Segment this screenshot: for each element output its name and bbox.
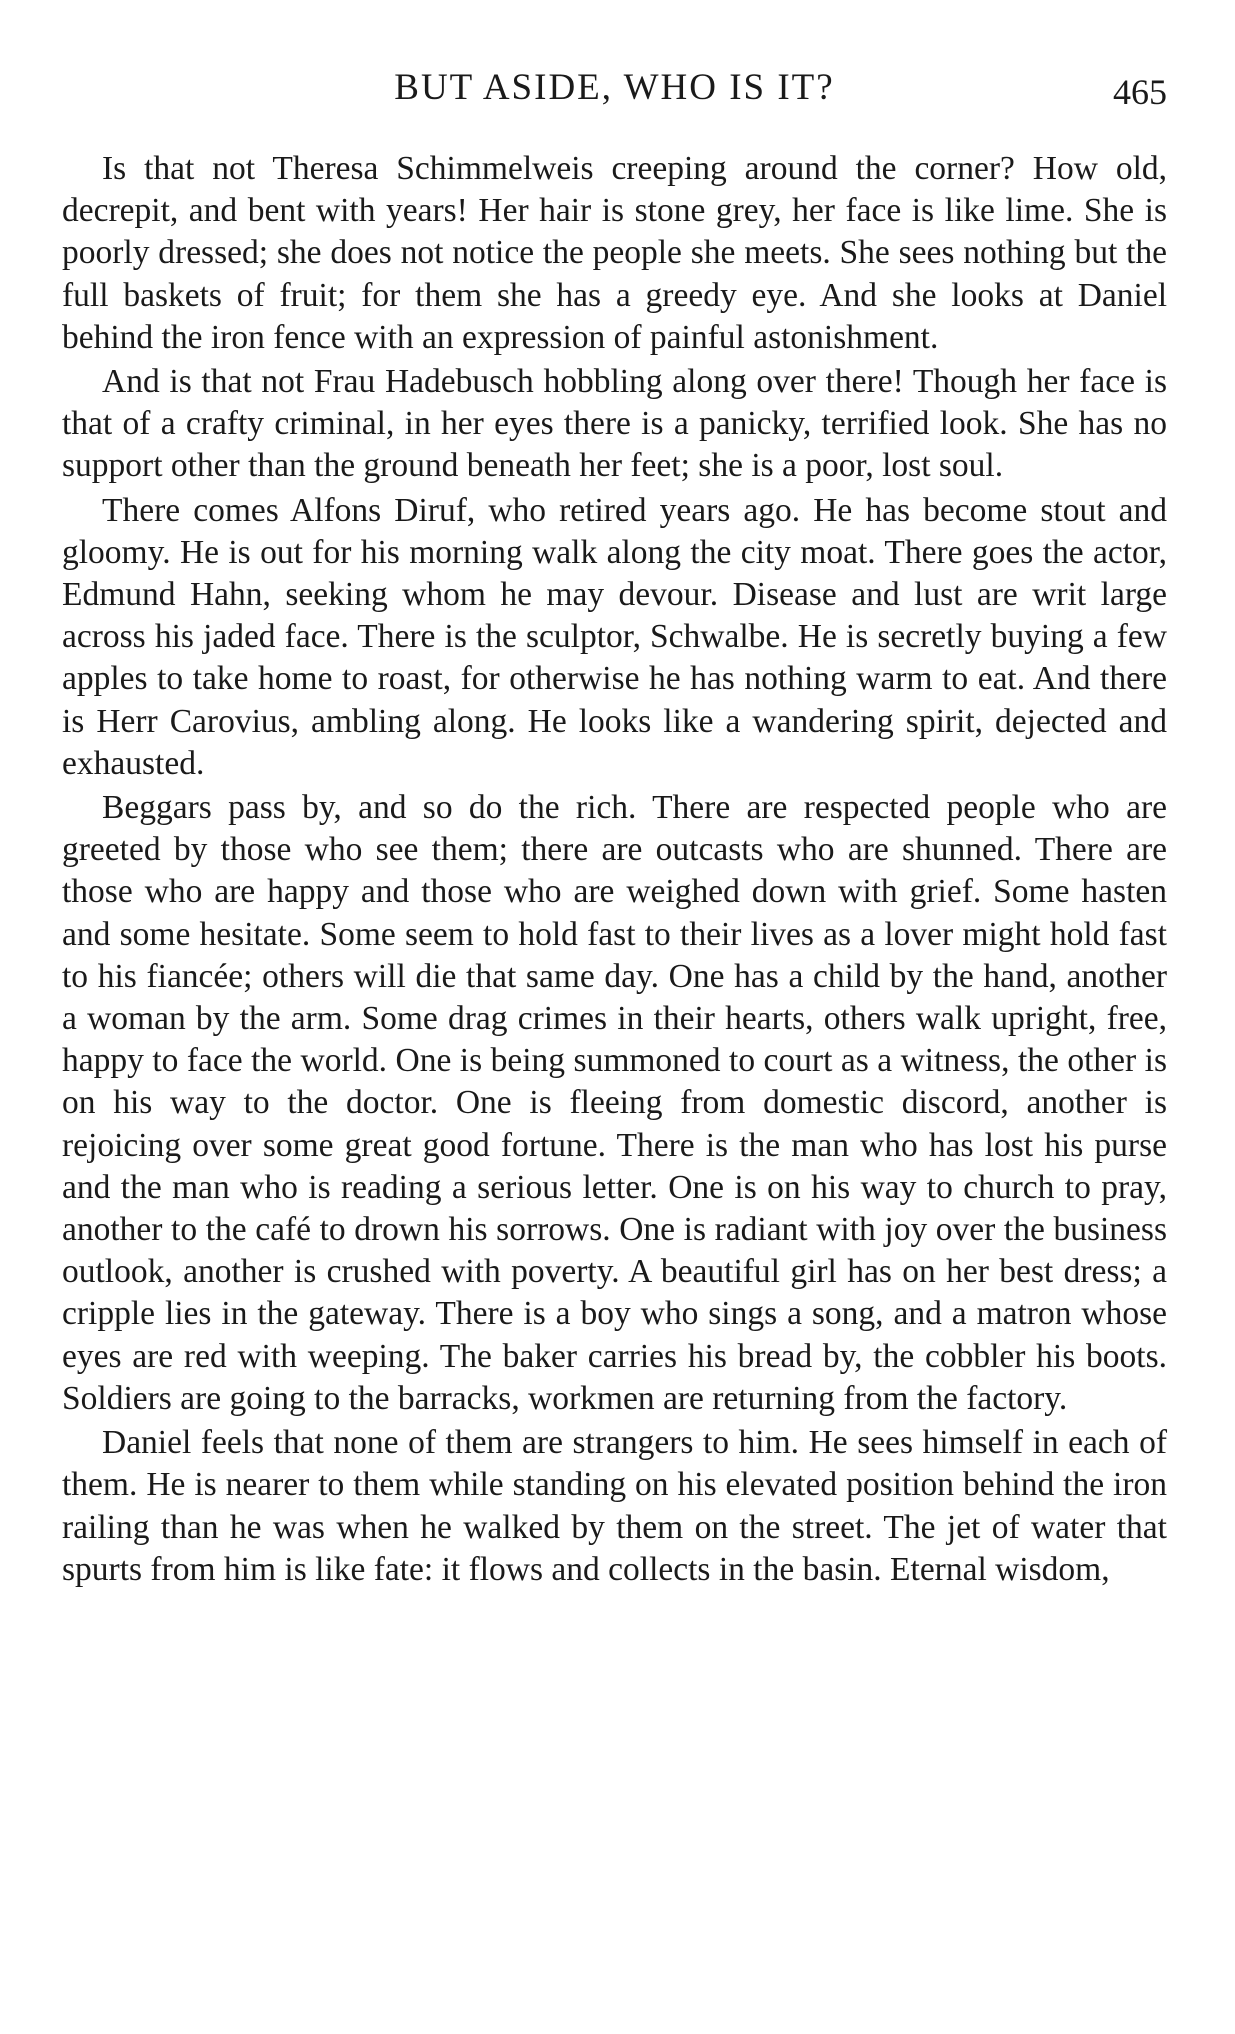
paragraph-5: Daniel feels that none of them are strangers to him. He sees himself in each of them. He is nearer to them while standing on his elevated position behind the iron railing than he was when he walked by them on the street. The jet of water that spurts from him is like fate: it flows and collects in the basin. Eternal wisdom, [62,1424,1167,1588]
paragraph-1: Is that not Theresa Schimmelweis creeping around the corner? How old, decrepit, and bent with years! Her hair is stone grey, her face is like lime. She is poorly dressed; she does not notice the people she meets. She sees nothing but the full baskets of fruit; for them she has a greedy eye. And she looks at Daniel behind the iron fence with an expression of painful astonishment. [62,150,1167,356]
body-text [62,148,1167,1593]
paragraph-3: There comes Alfons Diruf, who retired years ago. He has become stout and gloomy. He is out for his morning walk along the city moat. There goes the actor, Edmund Hahn, seeking whom he may devour. Disease and lust are writ large across his jaded face. There is the sculptor, Schwalbe. He is secretly buying a few apples to take home to roast, for otherwise he has nothing warm to eat. And there is Herr Carovius, ambling along. He looks like a wandering spirit, dejected and exhausted. [62,491,1167,782]
page-number: 465 [1113,72,1167,112]
paragraph-2: And is that not Frau Hadebusch hobbling along over there! Though her face is that of a crafty criminal, in her eyes there is a panicky, terrified look. She has no support other than the ground beneath her feet; she is a poor, lost soul. [62,363,1167,485]
paragraph-4: Beggars pass by, and so do the rich. There are respected people who are greeted by those who see them; there are outcasts who are shunned. There are those who are happy and those who are weighed down with grief. Some hasten and some hesitate. Some seem to hold fast to their lives as a lover might hold fast to his fiancée; others will die that same day. One has a child by the hand, another a woman by the arm. Some drag crimes in their hearts, others walk upright, free, happy to face the world. One is being summoned to court as a witness, the other is on his way to the doctor. One is fleeing from domestic discord, another is rejoicing over some great good fortune. There is the man who has lost his purse and the man who is reading a serious letter. One is on his way to church to pray, another to the café to drown his sorrows. One is radiant with joy over the business outlook, another is crushed with poverty. A beautiful girl has on her best dress; a cripple lies in the gateway. There is a boy who sings a song, and a matron whose eyes are red with weeping. The baker carries his bread by, the cobbler his boots. Soldiers are going to the barracks, workmen are returning from the factory. [62,789,1167,1417]
running-head [62,62,1167,114]
running-title: BUT ASIDE, WHO IS IT? [394,67,835,108]
